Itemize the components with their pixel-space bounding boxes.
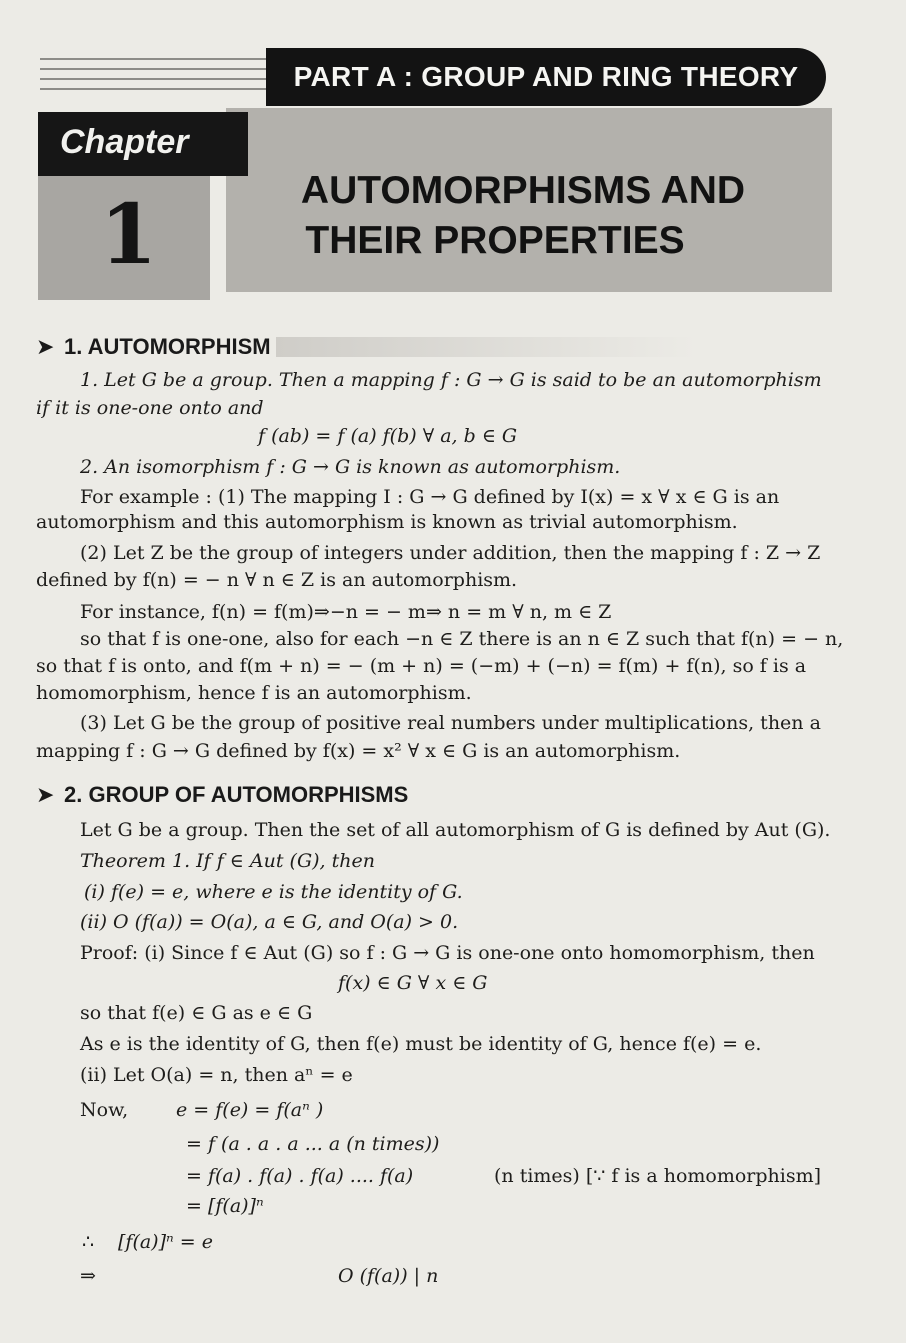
body-line: Let G be a group. Then the set of all automorphism of G is defined by Aut (G). <box>80 819 831 841</box>
proof-line: f(x) ∈ G ∀ x ∈ G <box>338 972 488 994</box>
example-line: For instance, f(n) = f(m)⇒−n = − m⇒ n = m ∀ n, m ∈ Z <box>80 601 612 623</box>
example-line: mapping f : G → G defined by f(x) = x² ∀ x ∈ G is an automorphism. <box>36 740 681 762</box>
part-banner: PART A : GROUP AND RING THEORY <box>266 48 826 106</box>
proof-line: As e is the identity of G, then f(e) must be identity of G, hence f(e) = e. <box>80 1033 762 1055</box>
example-line: so that f is one-one, also for each −n ∈ Z there is an n ∈ Z such that f(n) = − n, <box>80 628 844 650</box>
example-line: (3) Let G be the group of positive real numbers under multiplications, then a <box>80 712 821 734</box>
proof-equation: = f (a . a . a ... a (n times)) <box>186 1133 440 1155</box>
theorem-item: (ii) O (f(a)) = O(a), a ∈ G, and O(a) > 0. <box>80 911 459 933</box>
proof-line: Proof: (i) Since f ∈ Aut (G) so f : G → G is one-one onto homomorphism, then <box>80 942 815 964</box>
proof-equation: = f(a) . f(a) . f(a) .... f(a) <box>186 1165 414 1187</box>
proof-equation: = [f(a)]ⁿ <box>186 1195 264 1217</box>
proof-line: (ii) Let O(a) = n, then aⁿ = e <box>80 1064 353 1086</box>
arrow-bullet-icon: ➤ <box>36 334 55 359</box>
therefore-symbol: ∴ <box>82 1231 95 1253</box>
proof-equation: O (f(a)) | n <box>338 1265 439 1287</box>
chapter-title <box>226 166 832 266</box>
example-line: defined by f(n) = − n ∀ n ∈ Z is an automorphism. <box>36 569 518 591</box>
proof-note: (n times) [∵ f is a homomorphism] <box>494 1165 822 1187</box>
example-line: For example : (1) The mapping I : G → G defined by I(x) = x ∀ x ∈ G is an <box>80 486 780 508</box>
formula-line: f (ab) = f (a) f(b) ∀ a, b ∈ G <box>258 425 518 447</box>
theorem-item: (i) f(e) = e, where e is the identity of G. <box>84 881 463 903</box>
proof-equation: e = f(e) = f(aⁿ ) <box>176 1099 324 1121</box>
implies-symbol: ⇒ <box>80 1265 96 1287</box>
example-line: so that f is onto, and f(m + n) = − (m + n) = (−m) + (−n) = f(m) + f(n), so f is a <box>36 655 807 677</box>
chapter-label: Chapter <box>38 112 248 176</box>
section-heading-automorphism <box>36 333 271 361</box>
arrow-bullet-icon: ➤ <box>36 782 55 807</box>
proof-equation: [f(a)]ⁿ = e <box>118 1231 213 1253</box>
definition-line: if it is one-one onto and <box>36 397 264 419</box>
example-line: homomorphism, hence f is an automorphism. <box>36 682 472 704</box>
chapter-title-line1: AUTOMORPHISMS AND <box>300 169 746 212</box>
theorem-line: Theorem 1. If f ∈ Aut (G), then <box>80 850 375 872</box>
definition-line: 1. Let G be a group. Then a mapping f : G → G is said to be an automorphism <box>80 369 822 391</box>
section-heading-group-of-automorphisms <box>36 781 408 809</box>
section-heading-text: 2. GROUP OF AUTOMORPHISMS <box>64 782 409 807</box>
section-heading-text: 1. AUTOMORPHISM <box>64 334 271 359</box>
proof-label: Now, <box>80 1099 129 1121</box>
chapter-number: 1 <box>100 187 158 283</box>
chapter-title-line2: THEIR PROPERTIES <box>305 219 685 262</box>
example-line: (2) Let Z be the group of integers under addition, then the mapping f : Z → Z <box>80 542 821 564</box>
definition-line: 2. An isomorphism f : G → G is known as automorphism. <box>80 456 621 478</box>
decorative-rules <box>40 58 280 102</box>
example-line: automorphism and this automorphism is known as trivial automorphism. <box>36 511 738 533</box>
proof-line: so that f(e) ∈ G as e ∈ G <box>80 1002 313 1024</box>
